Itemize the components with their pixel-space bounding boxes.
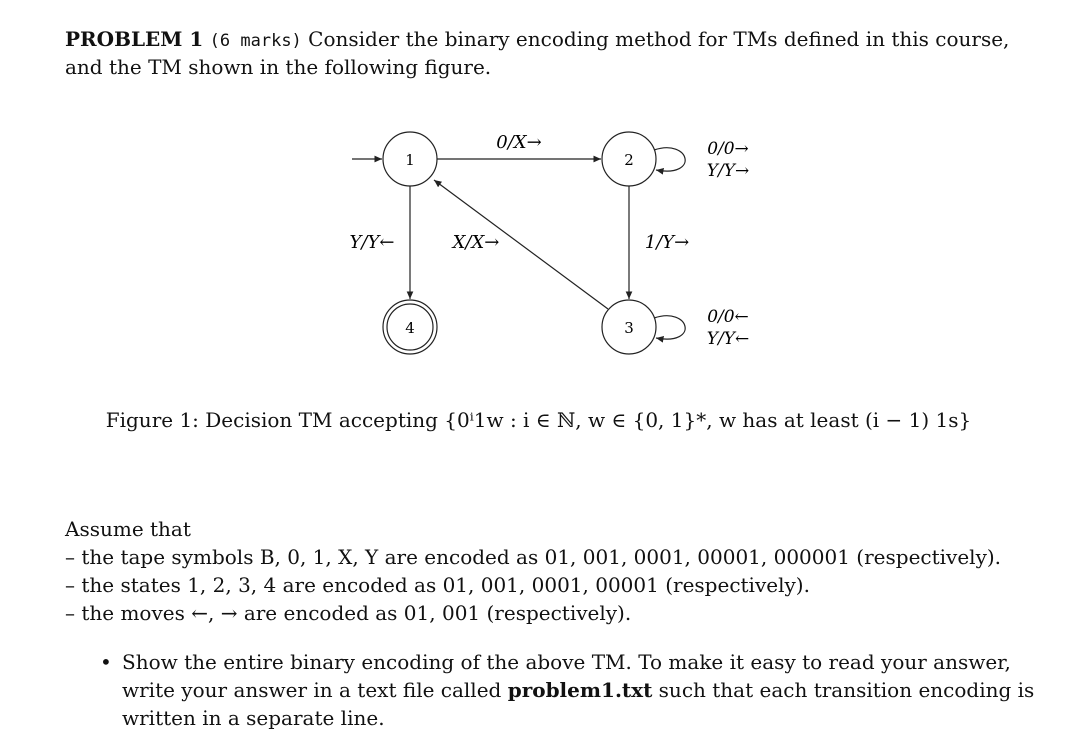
- assume-item-states: – the states 1, 2, 3, 4 are encoded as 01, 001, 0001, 00001 (respectively).: [65, 573, 810, 597]
- task-filename: problem1.txt: [507, 678, 653, 702]
- loop-3: [654, 316, 685, 339]
- problem-intro-line1: Consider the binary encoding method for TMs defined in this course,: [308, 27, 1010, 51]
- edge-2-3-label: 1/Y→: [644, 232, 690, 253]
- state-4: [383, 300, 437, 354]
- loop-2: [654, 148, 685, 171]
- state-2-label: 2: [624, 151, 634, 169]
- bullet-dot: •: [100, 650, 112, 674]
- loop-2-label-a: 0/0→: [707, 139, 749, 159]
- edge-1-2-label: 0/X→: [496, 132, 542, 153]
- problem-intro-line2: and the TM shown in the following figure.: [65, 55, 492, 79]
- loop-3-label-a: 0/0←: [707, 307, 749, 327]
- problem-label: PROBLEM 1: [65, 27, 204, 51]
- task-bullet-item: [100, 648, 1050, 732]
- figure-caption: Figure 1: Decision TM accepting {0ⁱ1w : i ∈ ℕ, w ∈ {0, 1}*, w has at least (i − 1) 1s}: [105, 408, 972, 432]
- edge-3-1-label: X/X→: [452, 232, 500, 253]
- state-3-label: 3: [624, 319, 634, 337]
- state-1: [383, 132, 437, 186]
- state-2: [602, 132, 656, 186]
- assume-heading: Assume that: [65, 517, 191, 541]
- task-text-after: such that each transition encoding is written in a separate line.: [122, 678, 1035, 730]
- state-3: [602, 300, 656, 354]
- assume-item-symbols: – the tape symbols B, 0, 1, X, Y are encoded as 01, 001, 0001, 00001, 000001 (respectively).: [65, 545, 1002, 569]
- edge-1-4-label: Y/Y←: [349, 232, 395, 253]
- assume-item-moves: – the moves ←, → are encoded as 01, 001 (respectively).: [65, 601, 632, 625]
- problem-marks: (6 marks): [209, 31, 302, 51]
- state-1-label: 1: [405, 151, 415, 169]
- task-text: [122, 648, 1050, 732]
- task-text-before: Show the entire binary encoding of the above TM. To make it easy to read your answer, write your answer in a text file called: [122, 650, 1011, 702]
- state-4-label: 4: [405, 319, 415, 337]
- loop-2-label-b: Y/Y→: [706, 161, 750, 181]
- loop-3-label-b: Y/Y←: [706, 329, 750, 349]
